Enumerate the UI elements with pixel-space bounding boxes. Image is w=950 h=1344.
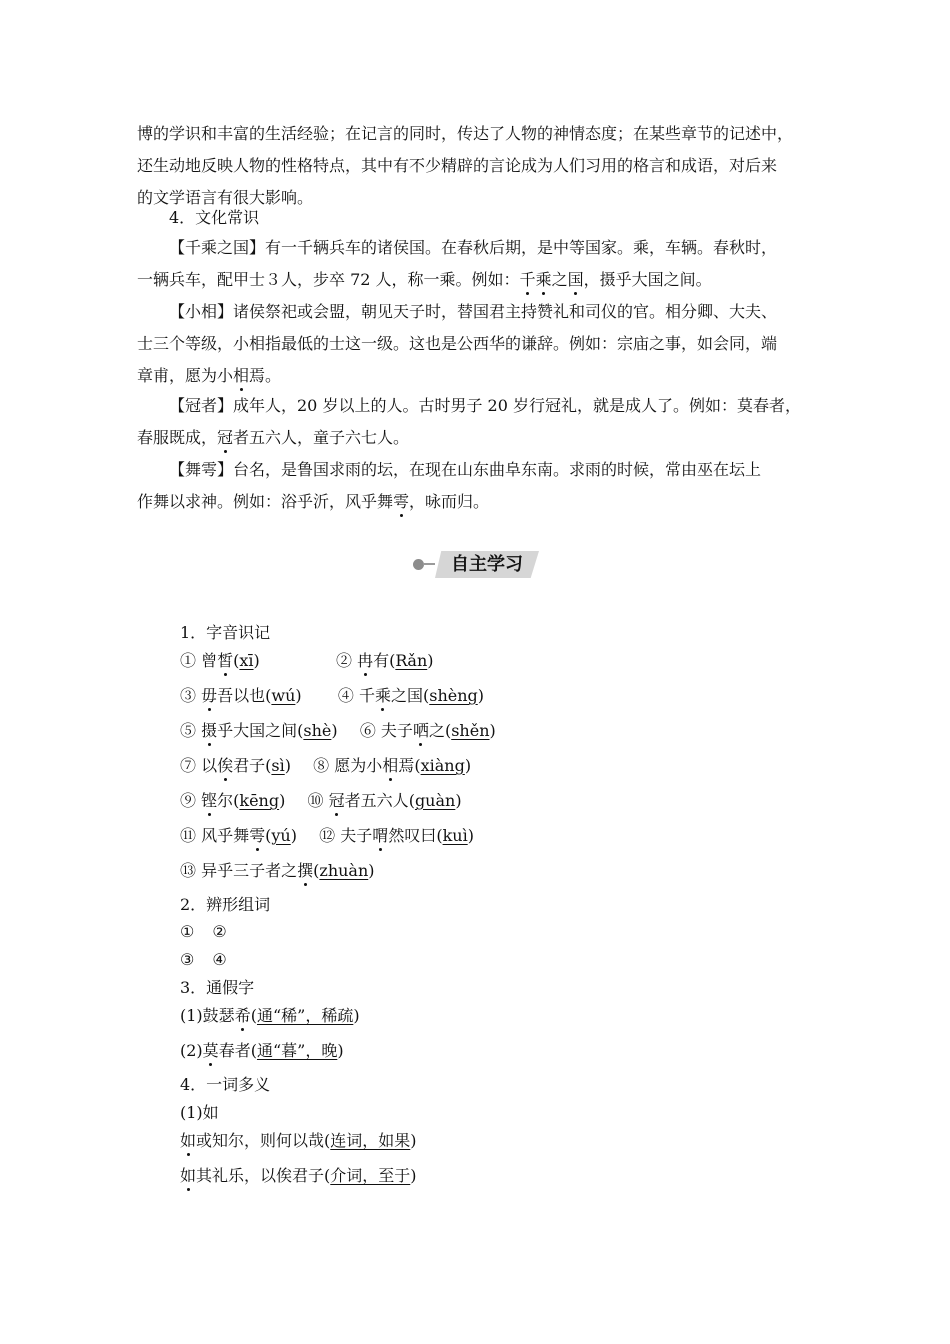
example-word: 舞雩 [377,492,410,511]
q1-item: ③ 毋吾以也(wú) [180,686,302,705]
q4-heading: 4．一词多义 [180,1075,271,1094]
q1-row [180,755,471,777]
q2-row: ③ ④ [180,950,227,969]
q1-item: ② 冉有(Rǎn) [335,651,434,670]
culture-item-text: 章甫，愿为 [137,366,218,385]
intro-line: 博的学识和丰富的生活经验；在记言的同时，传达了人物的神情态度；在某些章节的记述中， [137,124,794,143]
answer-text: 通“暮”，晚 [256,1041,338,1060]
answer-text: 连词，如果 [330,1131,411,1150]
pinyin-answer: shěn [451,721,490,740]
culture-item-qiansheng [137,232,827,296]
pinyin-answer: shè [303,721,332,740]
culture-item-guanzhe [137,390,827,454]
q1-row [180,720,496,742]
q1-row [180,685,484,707]
q1-item: ① 曾皙(xī) [180,651,260,670]
pinyin-answer: kēng [239,791,280,810]
pinyin-answer: Rǎn [395,651,428,670]
pinyin-answer: sì [271,756,285,775]
culture-heading: 4．文化常识 [169,208,260,227]
culture-item-tail: 五六人，童子六七人。 [249,428,410,447]
q1-row [180,790,462,812]
culture-item-text: 作舞以求神。例如：浴乎沂，风乎 [137,492,378,511]
q4-item: 如其礼乐，以俟君子(介词，至于) [180,1166,417,1185]
answer-text: 介词，至于 [330,1166,411,1185]
culture-item-tail: ，摄乎大国之间。 [583,270,712,289]
culture-item-line [137,264,827,296]
pinyin-answer: wú [271,686,296,705]
culture-item-line [137,360,827,392]
culture-item-line: 士三个等级，小相指最低的士这一级。这也是公西华的谦辞。例如：宗庙之事，如会同，端 [137,334,778,353]
q4-item: 如或知尔，则何以哉(连词，如果) [180,1131,417,1150]
answer-text: 通“稀”，稀疏 [256,1006,354,1025]
section-heading [413,551,538,578]
q3-item: (1)鼓瑟希(通“稀”，稀疏) [180,1006,360,1025]
example-word: 千乘之国 [519,270,584,289]
q1-item: ⑤ 摄乎大国之间(shè) [180,721,338,740]
culture-item-wuyu [137,454,827,518]
q1-item: ⑦ 以俟君子(sì) [180,756,291,775]
culture-item-line: 【千乘之国】有一千辆兵车的诸侯国。在春秋后期，是中等国家。乘，车辆。春秋时， [169,238,778,257]
q1-heading: 1．字音识记 [180,623,271,642]
q1-item: ⑩ 冠者五六人(guàn) [307,791,462,810]
pinyin-answer: kuì [442,826,468,845]
q3-heading: 3．通假字 [180,978,255,997]
culture-item-tail: ，咏而归。 [409,492,490,511]
q1-item: ⑪ 风乎舞雩(yú) [180,826,297,845]
q1-row [180,825,474,847]
intro-line: 的文学语言有很大影响。 [137,188,314,207]
pinyin-answer: zhuàn [319,861,369,880]
q1-row [180,650,434,672]
q1-item: ⑥ 夫子哂之(shěn) [359,721,496,740]
q4-word: (1)如 [180,1103,219,1122]
example-word: 小相 [217,366,250,385]
q3-item: (2)莫春者(通“暮”，晚) [180,1041,344,1060]
pinyin-answer: xiàng [420,756,465,775]
culture-item-text: 春服既成， [137,428,218,447]
example-word: 冠者 [217,428,250,447]
intro-line: 还生动地反映人物的性格特点，其中有不少精辟的言论成为人们习用的格言和成语，对后来 [137,156,778,175]
intro-paragraph [137,118,827,214]
q1-item: ⑨ 铿尔(kēng) [180,791,286,810]
q2-heading: 2．辨形组词 [180,895,271,914]
culture-item-line [137,486,827,518]
culture-item-text: 一辆兵车，配甲士３人，步卒 72 人，称一乘。例如： [137,270,520,289]
pinyin-answer: yú [271,826,291,845]
culture-item-xiaoxiang [137,296,827,392]
q1-item: ⑫ 夫子喟然叹曰(kuì) [319,826,474,845]
connector-line [423,563,435,565]
culture-item-line: 【舞雩】台名，是鲁国求雨的坛，在现在山东曲阜东南。求雨的时候，常由巫在坛上 [169,460,762,479]
q1-row [180,860,375,882]
culture-item-tail: 焉。 [249,366,282,385]
pinyin-answer: guàn [414,791,456,810]
q1-item: ⑧ 愿为小相焉(xiàng) [313,756,472,775]
pinyin-answer: shèng [429,686,478,705]
section-title: 自主学习 [451,554,523,575]
culture-heading-block [137,202,827,234]
q1-item: ⑬ 异乎三子者之撰(zhuàn) [180,861,375,880]
pinyin-answer: xī [239,651,254,670]
culture-item-line: 【冠者】成年人，20 岁以上的人。古时男子 20 岁行冠礼，就是成人了。例如：莫春者， [169,396,801,415]
culture-item-line [137,422,827,454]
culture-item-line: 【小相】诸侯祭祀或会盟，朝见天子时，替国君主持赞礼和司仪的官。相分卿、大夫、 [169,302,778,321]
q1-item: ④ 千乘之国(shèng) [337,686,485,705]
q2-row: ① ② [180,922,227,941]
